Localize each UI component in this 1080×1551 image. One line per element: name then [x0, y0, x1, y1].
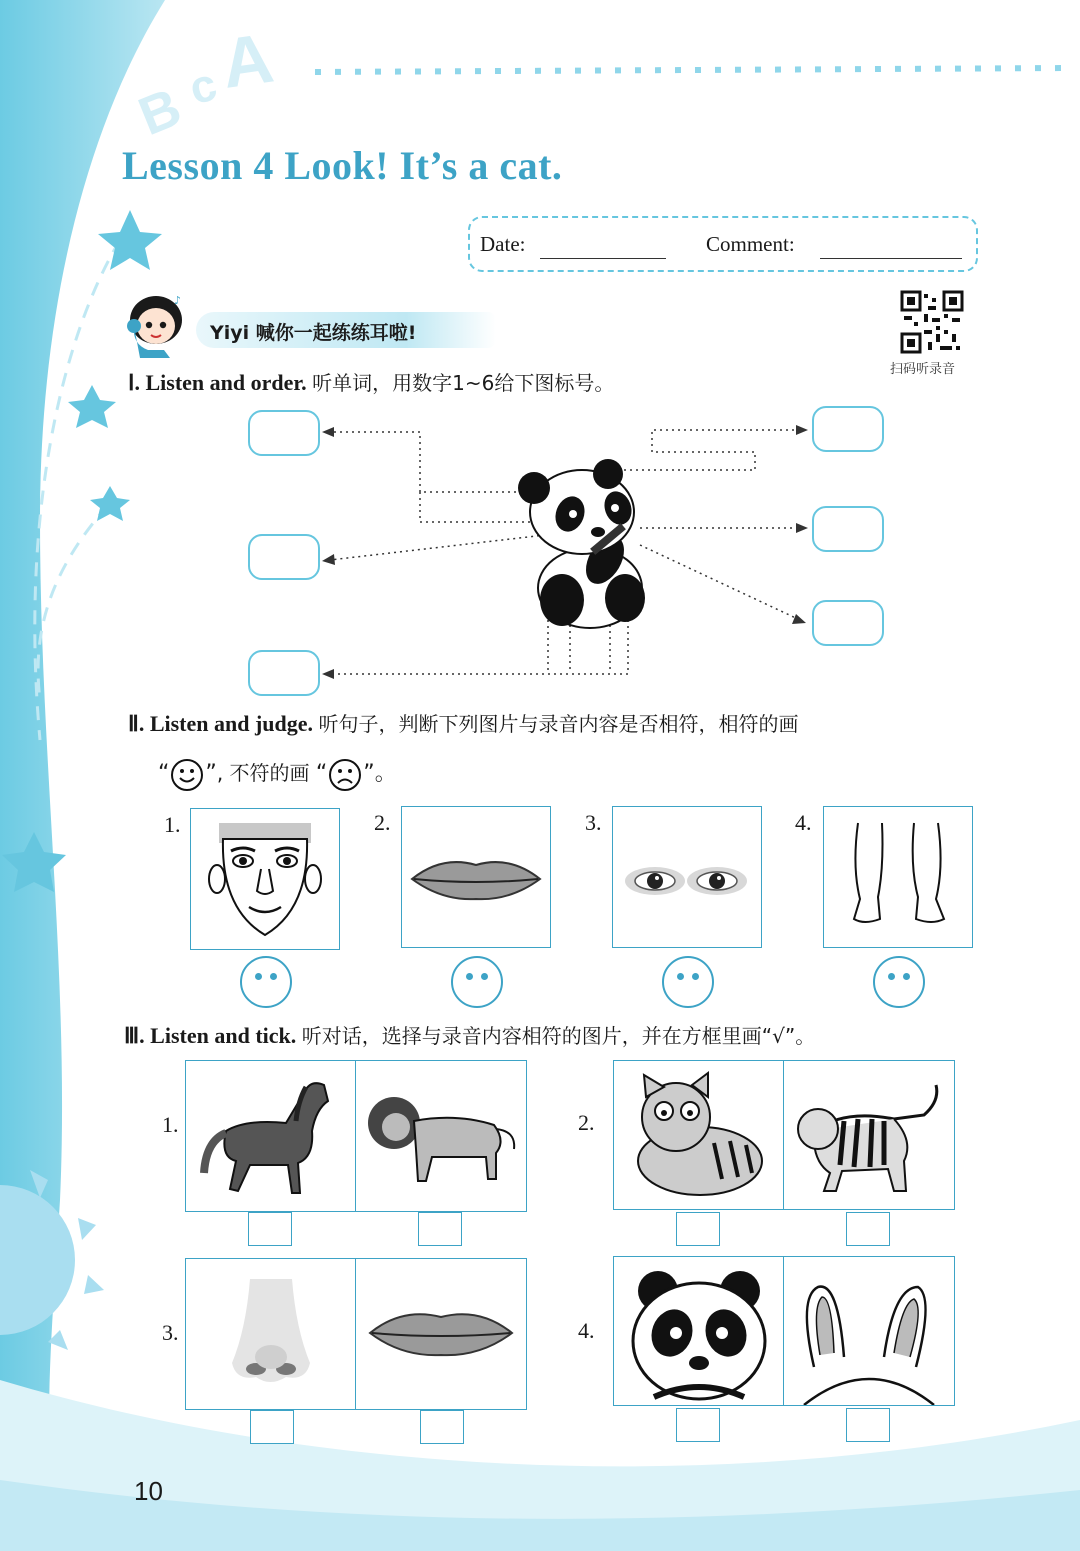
judge-item-number: 3. [585, 810, 602, 835]
judge-picture-4 [823, 806, 973, 948]
nose-icon [186, 1259, 356, 1409]
tiger-icon [784, 1061, 954, 1209]
tick-picture-1a [185, 1060, 357, 1212]
lesson-title: Lesson 4 Look! It’s a cat. [122, 143, 563, 188]
section2-title [128, 708, 799, 737]
section3-heading: Ⅲ. Listen and tick. [124, 1023, 297, 1048]
section3-instruction: 听对话，选择与录音内容相符的图片，并在方框里画“√”。 [301, 1024, 816, 1048]
tick-item-number: 3. [162, 1320, 179, 1345]
date-label: Date: [480, 232, 526, 256]
page-number: 10 [134, 1476, 163, 1506]
tick-picture-4b [783, 1256, 955, 1406]
smiley-face-icon [169, 757, 205, 793]
section2-instruction-line2-row: “ ”, 不符的画 “ ”。 [158, 756, 397, 796]
tick-picture-4a [613, 1256, 785, 1406]
answer-face-1[interactable] [240, 956, 292, 1008]
svg-text:♪: ♪ [174, 294, 182, 307]
tick-picture-1b [355, 1060, 527, 1212]
rabbit-icon [784, 1257, 954, 1405]
svg-text:c: c [183, 57, 222, 115]
tick-box-4b[interactable] [846, 1408, 890, 1442]
svg-text:B: B [130, 76, 190, 148]
horse-icon [186, 1061, 356, 1211]
mouth-icon [356, 1259, 526, 1409]
section1-instruction: 听单词，用数字1~6给下图标号。 [312, 371, 615, 395]
banner-text: Yiyi 喊你一起练练耳啦! [210, 322, 417, 344]
tick-item-number: 4. [578, 1318, 595, 1343]
tick-box-3b[interactable] [420, 1410, 464, 1444]
judge-item-number: 2. [374, 810, 391, 835]
sad-face-icon [327, 757, 363, 793]
panda-diagram [0, 0, 1080, 720]
comment-label: Comment: [706, 232, 795, 256]
tick-box-2b[interactable] [846, 1212, 890, 1246]
section1-heading: Ⅰ. Listen and order. [128, 370, 307, 395]
judge-picture-1 [190, 808, 340, 950]
section3-title [124, 1020, 815, 1049]
answer-face-3[interactable] [662, 956, 714, 1008]
tick-picture-3b [355, 1258, 527, 1410]
tick-item-number: 2. [578, 1110, 595, 1135]
section2-heading: Ⅱ. Listen and judge. [128, 711, 314, 736]
tick-item-number: 1. [162, 1112, 179, 1137]
eyes-icon [613, 807, 761, 947]
tick-picture-2a [613, 1060, 785, 1210]
tick-box-2a[interactable] [676, 1212, 720, 1246]
qr-caption: 扫码听录音 [890, 362, 956, 377]
judge-picture-3 [612, 806, 762, 948]
section2-instruction-line2: , 不符的画 [216, 761, 310, 785]
tick-picture-3a [185, 1258, 357, 1410]
judge-item-number: 1. [164, 812, 181, 837]
tick-box-1a[interactable] [248, 1212, 292, 1246]
panda-icon [614, 1257, 784, 1405]
mouth-icon [402, 807, 550, 947]
judge-picture-2 [401, 806, 551, 948]
face-icon [191, 809, 339, 949]
legs-icon [824, 807, 972, 947]
answer-face-2[interactable] [451, 956, 503, 1008]
panda-icon [518, 459, 645, 628]
judge-item-number: 4. [795, 810, 812, 835]
section2-instruction-line1: 听句子，判断下列图片与录音内容是否相符，相符的画 [318, 712, 799, 736]
cat-icon [614, 1061, 784, 1209]
tick-box-1b[interactable] [418, 1212, 462, 1246]
tick-picture-2b [783, 1060, 955, 1210]
lion-icon [356, 1061, 526, 1211]
svg-text:A: A [216, 18, 278, 103]
tick-box-4a[interactable] [676, 1408, 720, 1442]
answer-face-4[interactable] [873, 956, 925, 1008]
tick-box-3a[interactable] [250, 1410, 294, 1444]
